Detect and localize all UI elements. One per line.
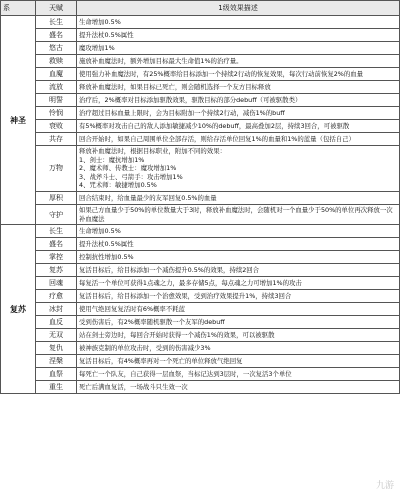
talent-row [1, 191, 400, 204]
talent-effect: 回合开始时，如果自己周围单位全部存活，则给存活单位回复1%的血量和1%的蓝量（包括自己） [77, 133, 400, 146]
header-effect: 1级效果描述 [77, 1, 400, 16]
table-header-row [1, 1, 400, 16]
talent-effect: 释放补血魔法时，根据目标职业，附加不同的效果： 1、剑士：魔抗增加1% 2、魔术师、传教士：魔攻增加1% 3、战斧斗士、弓箭手：攻击增加1% 4、咒术师：敏捷增加0.5% [77, 146, 400, 192]
talent-row [1, 146, 400, 192]
talent-row [1, 251, 400, 264]
talent-table-body [1, 1, 400, 394]
talent-name: 复仇 [36, 342, 77, 355]
talent-name: 厚积 [36, 191, 77, 204]
talent-name: 复苏 [36, 264, 77, 277]
talent-row [1, 204, 400, 224]
talent-row [1, 68, 400, 81]
talent-effect: 生命增加0.5% [77, 225, 400, 238]
watermark-logo: 九游 [375, 481, 394, 491]
talent-row [1, 381, 400, 394]
talent-row [1, 225, 400, 238]
talent-effect: 施放补血魔法时，额外增加目标最大生命值1%的治疗量。 [77, 55, 400, 68]
talent-effect: 控制抗性增加0.5% [77, 251, 400, 264]
talent-effect: 治疗超过目标血量上限时，会为目标附加一个持续2行动，减伤1%的buff [77, 107, 400, 120]
talent-effect: 治疗后，2%概率对目标添加驱散效果，驱散目标的部分debuff（可被驱散类） [77, 94, 400, 107]
talent-row [1, 94, 400, 107]
talent-name: 盛名 [36, 29, 77, 42]
talent-row [1, 81, 400, 94]
talent-row [1, 329, 400, 342]
talent-effect: 有5%概率对攻击自己的敌人添加敏捷减少10%的debuff，最高叠加2层，持续3回合，可被驱散 [77, 120, 400, 133]
talent-effect: 生命增加0.5% [77, 16, 400, 29]
talent-row [1, 133, 400, 146]
talent-effect: 如果己方血量少于50%的单位数量大于3时，释放补血魔法时，会随机对一个血量少于50%的单位再次释放一次补血魔法 [77, 204, 400, 224]
talent-name: 涅槃 [36, 355, 77, 368]
talent-row [1, 290, 400, 303]
talent-row [1, 55, 400, 68]
talent-effect: 每死亡一个队友，自己获得一层血祭，当标记达到3层时，一次复活3个单位 [77, 368, 400, 381]
talent-name: 无双 [36, 329, 77, 342]
talent-name: 流放 [36, 81, 77, 94]
talent-name: 万物 [36, 146, 77, 192]
talent-name: 盛名 [36, 238, 77, 251]
school-name: 神圣 [1, 16, 36, 225]
talent-effect: 复活目标后，给目标添加一个治愈效果，受到治疗效果提升1%，持续3回合 [77, 290, 400, 303]
talent-name: 疗愈 [36, 290, 77, 303]
talent-effect: 魔攻增加1% [77, 42, 400, 55]
talent-row [1, 264, 400, 277]
talent-row [1, 42, 400, 55]
talent-effect: 释放补血魔法时，如果目标已死亡，则会随机选择一个友方目标释放 [77, 81, 400, 94]
talent-effect: 提升法杖0.5%属性 [77, 29, 400, 42]
talent-name: 冰封 [36, 303, 77, 316]
header-school: 系 [1, 1, 36, 16]
talent-effect: 复活目标后，有4%概率再对一个死亡的单位释放气绝回复 [77, 355, 400, 368]
talent-name: 掌控 [36, 251, 77, 264]
talent-row [1, 107, 400, 120]
talent-name: 血反 [36, 316, 77, 329]
talent-row [1, 303, 400, 316]
header-talent: 天赋 [36, 1, 77, 16]
talent-row [1, 277, 400, 290]
talent-effect: 被神族克制的单位攻击时，受到的伤害减少3% [77, 342, 400, 355]
talent-effect: 回合结束时，给血量最少的友军回复0.5%的血量 [77, 191, 400, 204]
talent-name: 衰败 [36, 120, 77, 133]
talent-effect: 提升法杖0.5%属性 [77, 238, 400, 251]
talent-name: 血祭 [36, 368, 77, 381]
talent-name: 长生 [36, 225, 77, 238]
talent-row [1, 316, 400, 329]
talent-name: 明誓 [36, 94, 77, 107]
talent-name: 长生 [36, 16, 77, 29]
talent-row [1, 120, 400, 133]
talent-name: 重生 [36, 381, 77, 394]
talent-name: 怜悯 [36, 107, 77, 120]
talent-effect: 使用强力补血魔法时，有25%概率给目标添加一个持续2行动的恢复效果，每次行动前恢复2%的血量 [77, 68, 400, 81]
school-name: 复苏 [1, 225, 36, 394]
talent-row [1, 342, 400, 355]
talent-effect: 使用气绝回复复活时有6%概率不耗蓝 [77, 303, 400, 316]
talent-effect: 站在剑士旁边时，每回合开始时获得一个减伤1%的效果，可以被驱散 [77, 329, 400, 342]
talent-effect: 每复活一个单位可获得1点魂之力，最多存储5点，每点魂之力可增加1%的攻击 [77, 277, 400, 290]
talent-name: 守护 [36, 204, 77, 224]
talent-effect: 死亡后满血复活，一场战斗只生效一次 [77, 381, 400, 394]
talent-name: 救赎 [36, 55, 77, 68]
talent-effect: 复活目标后，给目标添加一个减伤提升0.5%的效果，持续2回合 [77, 264, 400, 277]
talent-name: 悠古 [36, 42, 77, 55]
talent-name: 回魂 [36, 277, 77, 290]
talent-row [1, 368, 400, 381]
talent-name: 共存 [36, 133, 77, 146]
talent-row [1, 355, 400, 368]
talent-row [1, 16, 400, 29]
talent-row [1, 238, 400, 251]
talent-effect: 受到伤害后，有2%概率随机驱散一个友军的debuff [77, 316, 400, 329]
talent-row [1, 29, 400, 42]
talent-name: 血魔 [36, 68, 77, 81]
